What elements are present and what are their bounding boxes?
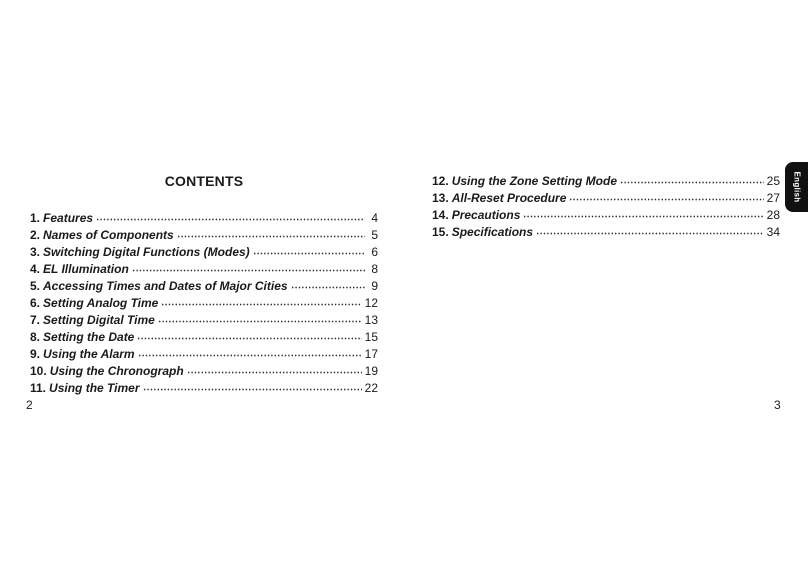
toc-entry-page: 6 <box>371 245 378 259</box>
toc-entry-title: Names of Components <box>43 228 174 242</box>
toc-entry-title: Accessing Times and Dates of Major Cities <box>43 279 288 293</box>
toc-entry-title: Setting Digital Time <box>43 313 155 327</box>
dot-leader <box>137 328 361 340</box>
toc-entry-title: Features <box>43 211 94 225</box>
toc-entry-page: 5 <box>371 228 378 242</box>
language-tab-label: English <box>792 171 801 203</box>
toc-entry-number: 2. <box>30 228 41 242</box>
toc-entry-title: Using the Timer <box>49 381 140 395</box>
toc-list-left <box>30 210 378 397</box>
toc-entry-page: 19 <box>364 364 378 378</box>
toc-entry[interactable] <box>30 295 378 312</box>
toc-entry-page: 8 <box>371 262 378 276</box>
dot-leader <box>132 260 365 272</box>
toc-entry-number: 1. <box>30 211 41 225</box>
toc-entry[interactable] <box>30 261 378 278</box>
dot-leader <box>620 172 764 184</box>
dot-leader <box>536 223 764 235</box>
dot-leader <box>158 311 362 323</box>
toc-entry[interactable] <box>30 329 378 346</box>
toc-entry[interactable] <box>432 173 780 190</box>
toc-entry-page: 12 <box>364 296 378 310</box>
page-number-left: 2 <box>26 398 33 412</box>
dot-leader <box>523 206 763 218</box>
toc-entry-number: 5. <box>30 279 41 293</box>
toc-entry-title: Using the Alarm <box>43 347 135 361</box>
toc-entry-title: All-Reset Procedure <box>451 191 567 205</box>
toc-entry-number: 10. <box>30 364 47 378</box>
toc-entry-title: EL Illumination <box>43 262 129 276</box>
toc-entry-page: 25 <box>766 174 780 188</box>
toc-entry-number: 9. <box>30 347 41 361</box>
toc-entry-number: 14. <box>432 208 449 222</box>
contents-heading: CONTENTS <box>164 173 244 189</box>
toc-entry-number: 8. <box>30 330 41 344</box>
toc-entry-title: Setting Analog Time <box>43 296 159 310</box>
toc-entry-page: 22 <box>364 381 378 395</box>
toc-entry-number: 13. <box>432 191 449 205</box>
toc-entry[interactable] <box>30 312 378 329</box>
toc-entry[interactable] <box>30 244 378 261</box>
toc-entry-page: 34 <box>766 225 780 239</box>
toc-entry-title: Setting the Date <box>43 330 135 344</box>
toc-entry[interactable] <box>30 227 378 244</box>
dot-leader <box>96 209 365 221</box>
toc-entry-number: 6. <box>30 296 41 310</box>
toc-entry[interactable] <box>432 190 780 207</box>
toc-entry-page: 28 <box>766 208 780 222</box>
toc-entry-title: Specifications <box>451 225 534 239</box>
dot-leader <box>177 226 365 238</box>
language-tab <box>785 162 808 212</box>
toc-entry-title: Precautions <box>451 208 521 222</box>
dot-leader <box>187 362 362 374</box>
toc-entry-title: Switching Digital Functions (Modes) <box>43 245 250 259</box>
toc-entry-page: 4 <box>371 211 378 225</box>
toc-entry[interactable] <box>30 363 378 380</box>
right-page <box>404 0 808 572</box>
page-number-right: 3 <box>774 398 781 412</box>
dot-leader <box>569 189 763 201</box>
toc-entry[interactable] <box>30 278 378 295</box>
toc-entry-number: 4. <box>30 262 41 276</box>
toc-entry[interactable] <box>30 346 378 363</box>
toc-list-right <box>432 173 780 241</box>
toc-entry-page: 15 <box>364 330 378 344</box>
dot-leader <box>138 345 362 357</box>
dot-leader <box>291 277 365 289</box>
toc-entry-number: 3. <box>30 245 41 259</box>
toc-entry[interactable] <box>30 210 378 227</box>
dot-leader <box>253 243 365 255</box>
toc-entry-number: 15. <box>432 225 449 239</box>
toc-entry-title: Using the Chronograph <box>49 364 184 378</box>
toc-entry-title: Using the Zone Setting Mode <box>451 174 618 188</box>
toc-entry-number: 7. <box>30 313 41 327</box>
toc-entry[interactable] <box>432 207 780 224</box>
toc-entry-page: 17 <box>364 347 378 361</box>
toc-entry-page: 9 <box>371 279 378 293</box>
toc-entry-page: 13 <box>364 313 378 327</box>
dot-leader <box>161 294 361 306</box>
toc-entry-number: 11. <box>30 381 47 395</box>
dot-leader <box>143 379 362 391</box>
toc-entry[interactable] <box>432 224 780 241</box>
toc-entry[interactable] <box>30 380 378 397</box>
toc-entry-number: 12. <box>432 174 449 188</box>
toc-entry-page: 27 <box>766 191 780 205</box>
